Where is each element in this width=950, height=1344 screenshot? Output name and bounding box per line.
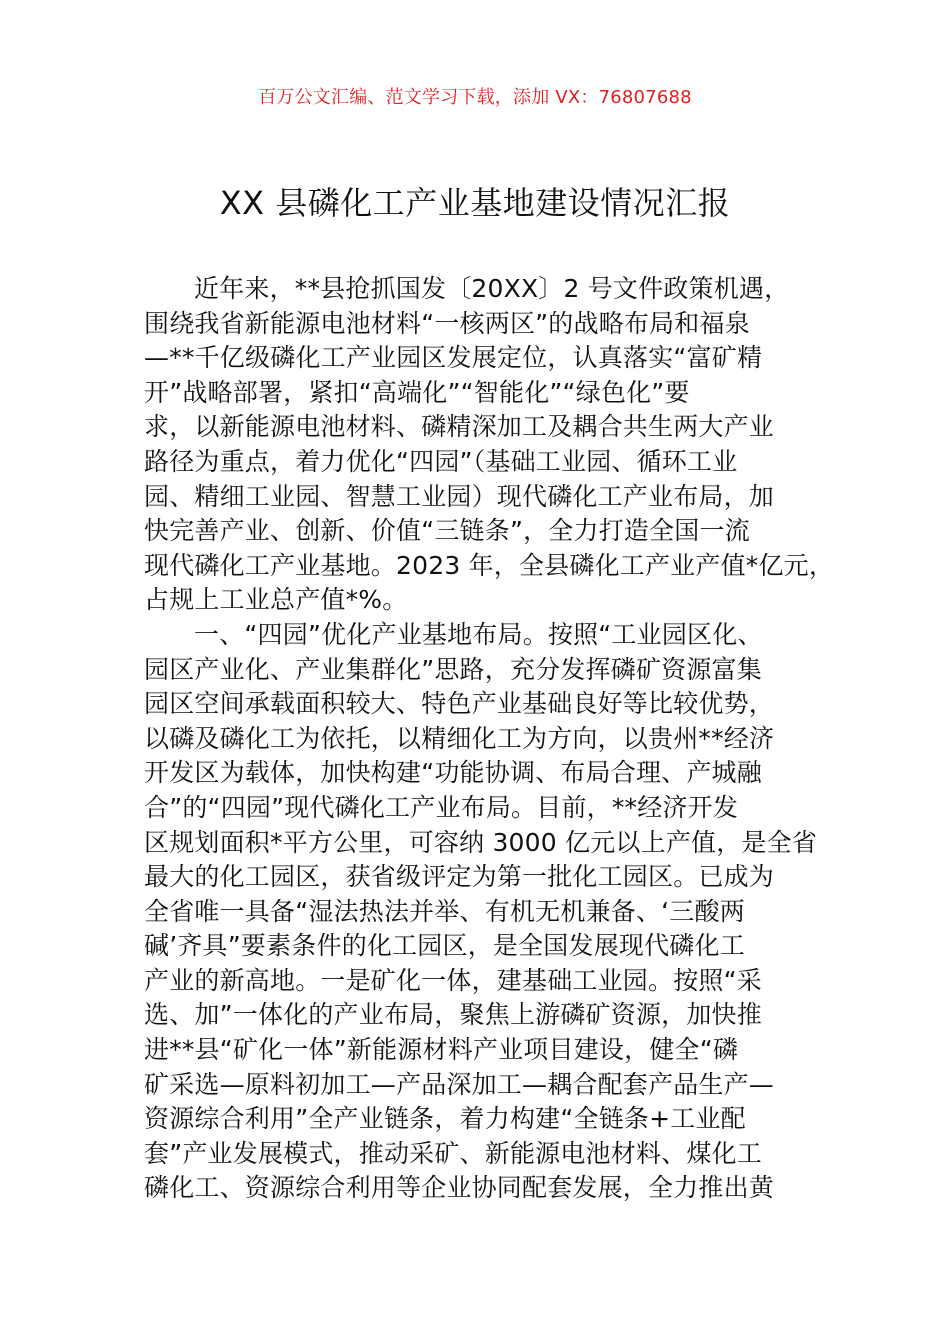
paragraph-1-line: 开”战略部署，紧扣“高端化”“智能化”“绿色化”要 [144, 377, 690, 407]
paragraph-1-line: 快完善产业、创新、价值“三链条”，全力打造全国一流 [144, 516, 750, 546]
paragraph-1-line: 近年来，**县抢抓国发〔20XX〕2 号文件政策机遇， [194, 274, 790, 303]
paragraph-2-line: 园区产业化、产业集群化”思路，充分发挥磷矿资源富集 [144, 654, 762, 684]
paragraph-2-line: 产业的新高地。一是矿化一体，建基础工业园。按照“采 [144, 965, 762, 995]
paragraph-1-line: 现代磷化工产业基地。2023 年，全县磷化工产业产值*亿元， [144, 550, 835, 580]
paragraph-1-line: 求，以新能源电池材料、磷精深加工及耦合共生两大产业 [144, 412, 775, 442]
paragraph-2-line: 开发区为载体，加快构建“功能协调、布局合理、产城融 [144, 758, 762, 788]
paragraph-2-line: 合”的“四园”现代磷化工产业布局。目前，**经济开发 [144, 792, 739, 822]
paragraph-2-line: 全省唯一具备“湿法热法并举、有机无机兼备、‘三酸两 [144, 896, 745, 926]
paragraph-2-line: 选、加”一体化的产业布局，聚焦上游磷矿资源，加快推 [144, 1000, 762, 1030]
paragraph-1-line: 路径为重点，着力优化“四园”（基础工业园、循环工业 [144, 446, 738, 476]
paragraph-2-line: 套”产业发展模式，推动采矿、新能源电池材料、煤化工 [144, 1138, 762, 1168]
paragraph-2-line: 进**县“矿化一体”新能源材料产业项目建设，健全“磷 [144, 1035, 739, 1065]
paragraph-1-line: —**千亿级磷化工产业园区发展定位，认真落实“富矿精 [144, 343, 763, 373]
document-body [144, 272, 844, 1206]
document-title: XX 县磷化工产业基地建设情况汇报 [219, 184, 731, 222]
paragraph-2-line: 最大的化工园区，获省级评定为第一批化工园区。已成为 [144, 862, 775, 892]
watermark-banner: 百万公文汇编、范文学习下载，添加 VX：76807688 [258, 87, 692, 108]
paragraph-2-line: 资源综合利用”全产业链条，着力构建“全链条+工业配 [144, 1104, 746, 1134]
paragraph-2-line: 园区空间承载面积较大、特色产业基础良好等比较优势， [144, 689, 775, 719]
paragraph-2-line: 矿采选—原料初加工—产品深加工—耦合配套产品生产— [144, 1069, 775, 1099]
paragraph-1-line: 围绕我省新能源电池材料“一核两区”的战略布局和福泉 [144, 308, 750, 338]
paragraph-2-line: 以磷及磷化工为依托，以精细化工为方向，以贵州**经济 [144, 723, 775, 753]
paragraph-2-line: 磷化工、资源综合利用等企业协同配套发展，全力推出黄 [144, 1173, 775, 1203]
section-1-heading-line: 一、“四园”优化产业基地布局。按照“工业园区化、 [194, 619, 763, 649]
paragraph-1-line: 园、精细工业园、智慧工业园）现代磷化工产业布局，加 [144, 481, 775, 511]
paragraph-2-line: 碱’齐具”要素条件的化工园区，是全国发展现代磷化工 [144, 931, 745, 961]
paragraph-2-line: 区规划面积*平方公里，可容纳 3000 亿元以上产值，是全省 [144, 827, 818, 857]
paragraph-1-line: 占规上工业总产值*%。 [144, 585, 408, 615]
